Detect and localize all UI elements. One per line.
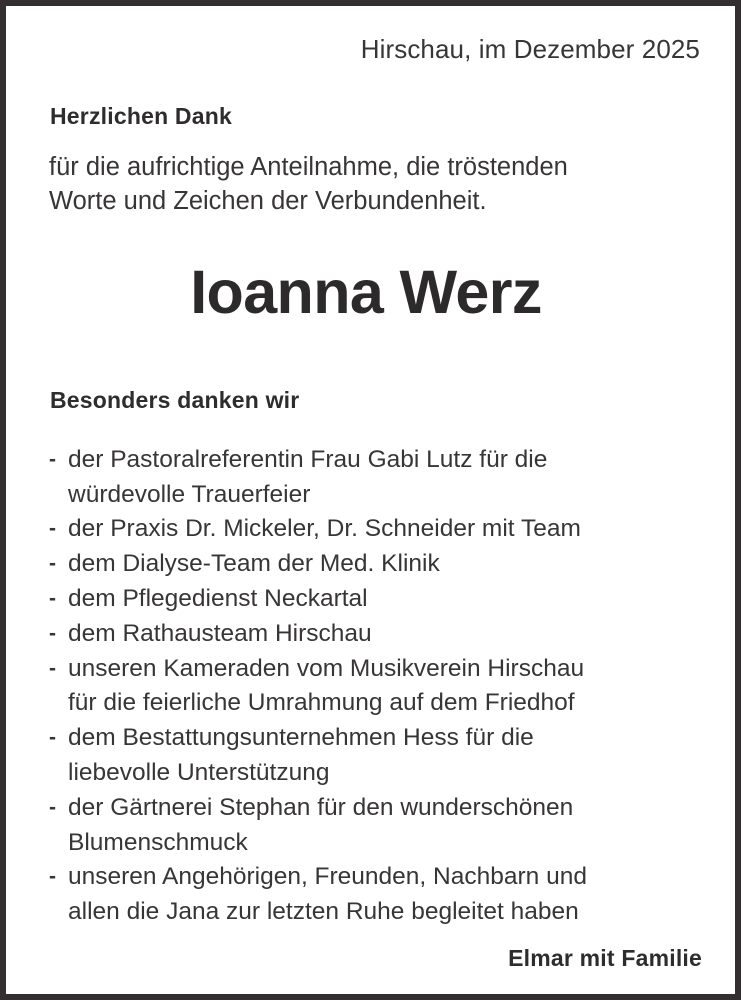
list-item bbox=[49, 443, 702, 513]
deceased-name: Ioanna Werz bbox=[190, 257, 542, 326]
signature: Elmar mit Familie bbox=[508, 945, 702, 971]
list-item-text bbox=[68, 512, 702, 547]
bullet-dash-icon: - bbox=[49, 726, 56, 750]
list-item bbox=[49, 512, 702, 547]
bullet-dash-icon: - bbox=[49, 656, 56, 680]
intro-line-1: für die aufrichtige Anteilnahme, die tröstenden bbox=[49, 152, 568, 181]
intro-paragraph bbox=[49, 150, 659, 218]
list-item-line-1: der Pastoralreferentin Frau Gabi Lutz für die bbox=[68, 445, 548, 473]
place-and-date: Hirschau, im Dezember 2025 bbox=[360, 34, 700, 64]
list-item-text bbox=[68, 547, 702, 582]
list-item-line-1: dem Pflegedienst Neckartal bbox=[68, 585, 368, 613]
bullet-dash-icon: - bbox=[49, 447, 56, 471]
notice-content bbox=[6, 6, 735, 994]
list-item-line-2: Blumenschmuck bbox=[68, 828, 248, 856]
list-item-text bbox=[68, 791, 702, 861]
list-item-text bbox=[68, 860, 702, 930]
list-item bbox=[49, 860, 702, 930]
list-item-line-1: der Gärtnerei Stephan für den wunderschönen bbox=[68, 793, 574, 821]
bullet-dash-icon: - bbox=[49, 552, 56, 576]
list-item bbox=[49, 652, 702, 722]
list-item-text bbox=[68, 443, 702, 513]
special-thanks-heading: Besonders danken wir bbox=[50, 386, 300, 413]
list-item-line-1: unseren Angehörigen, Freunden, Nachbarn und bbox=[68, 863, 587, 891]
list-item bbox=[49, 617, 702, 652]
list-item-text bbox=[68, 721, 702, 791]
list-item bbox=[49, 791, 702, 861]
intro-line-2: Worte und Zeichen der Verbundenheit. bbox=[49, 186, 487, 215]
list-item-line-2: liebevolle Unterstützung bbox=[68, 758, 330, 786]
list-item-line-1: dem Dialyse-Team der Med. Klinik bbox=[68, 550, 440, 578]
list-item-line-1: der Praxis Dr. Mickeler, Dr. Schneider mit Team bbox=[68, 515, 581, 543]
list-item-text bbox=[68, 652, 702, 722]
list-item-line-1: dem Rathausteam Hirschau bbox=[68, 619, 372, 647]
list-item-line-2: für die feierliche Umrahmung auf dem Friedhof bbox=[68, 689, 575, 717]
list-item-line-1: unseren Kameraden vom Musikverein Hirschau bbox=[68, 654, 585, 682]
list-item-line-2: allen die Jana zur letzten Ruhe begleitet haben bbox=[68, 898, 579, 926]
list-item bbox=[49, 721, 702, 791]
bullet-dash-icon: - bbox=[49, 795, 56, 819]
bullet-dash-icon: - bbox=[49, 587, 56, 611]
thanks-heading: Herzlichen Dank bbox=[50, 102, 232, 129]
list-item-text bbox=[68, 582, 702, 617]
list-item-line-2: würdevolle Trauerfeier bbox=[68, 480, 311, 508]
list-item bbox=[49, 582, 702, 617]
list-item bbox=[49, 547, 702, 582]
list-item-text bbox=[68, 617, 702, 652]
list-item-line-1: dem Bestattungsunternehmen Hess für die bbox=[68, 724, 534, 752]
bullet-dash-icon: - bbox=[49, 865, 56, 889]
bullet-dash-icon: - bbox=[49, 517, 56, 541]
bullet-dash-icon: - bbox=[49, 621, 56, 645]
thanks-list bbox=[49, 443, 702, 930]
